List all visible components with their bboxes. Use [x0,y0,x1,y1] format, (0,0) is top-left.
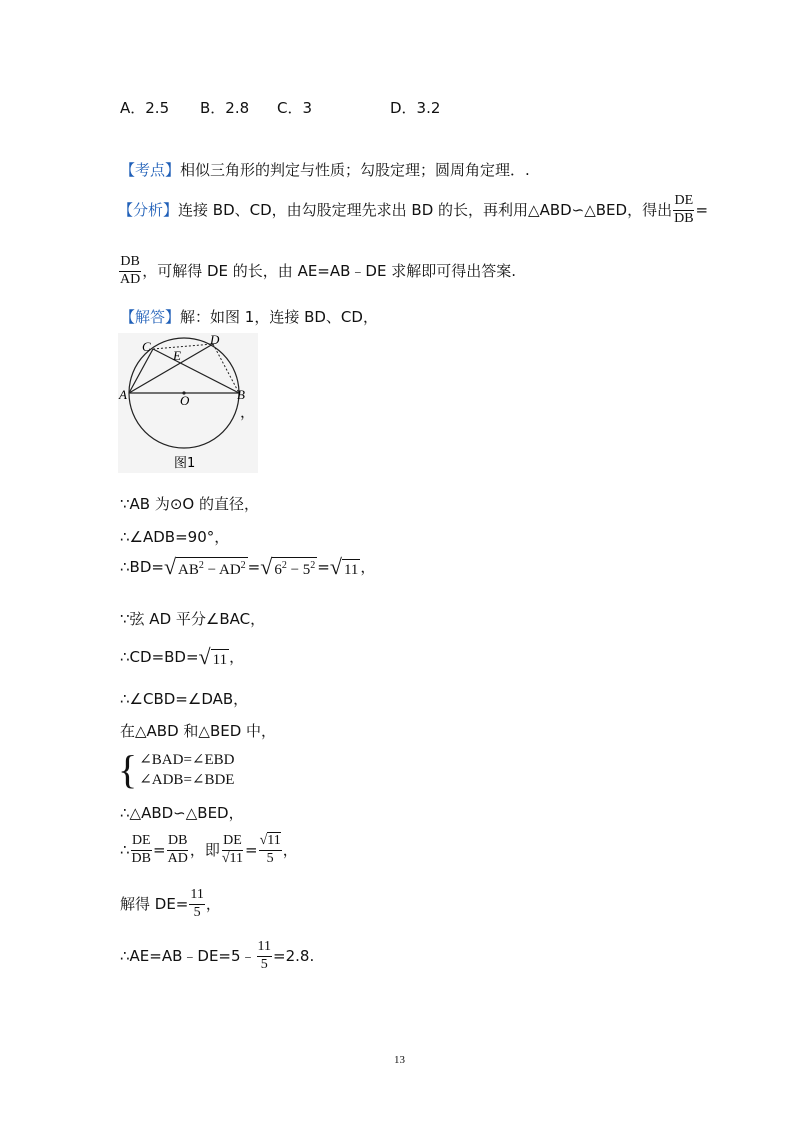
fenxi-equals: = [695,200,709,219]
fraction-11-5: $\frac{11}{5}$ [190,887,204,920]
fenxi-text-1: 连接 BD、CD，由勾股定理先求出 BD 的长，再利用△ABD∽△BED，得出 [178,200,673,219]
step-6: ∴∠CBD=∠DAB， [120,690,249,708]
step-3-prefix: ∴BD= [120,558,164,576]
label-c: C [142,339,151,354]
fraction-db-ad: $\frac{DB}{AD}$ [167,833,188,866]
fenxi-fraction-db-ad: $\frac{DB}{AD}$ [120,254,141,287]
option-c: C．3 [277,99,313,117]
sqrt-ab-ad: √ $AB^2 - AD^2$ [163,554,246,579]
kaodian-tag: 【考点】 [120,161,181,179]
label-a: A [119,387,127,402]
equation-system [118,747,235,793]
kaodian-text: 相似三角形的判定与性质；勾股定理；圆周角定理．. [180,161,530,179]
page-number: 13 [394,1054,405,1066]
fenxi-line-1 [118,194,708,226]
step-3-eq-2: = [317,558,330,576]
label-e: E [173,348,181,363]
step-10 [120,888,221,920]
jieda-line [120,310,378,325]
step-3-eq-1: = [247,558,261,576]
step-2: ∴∠ADB=90°， [120,528,230,546]
label-b: B [237,387,245,402]
label-d: D [210,333,220,347]
option-a: A．2.5 [120,99,170,117]
label-o: O [180,393,190,408]
step-5 [120,646,244,668]
sqrt-6-5: √ $6^2 - 5^2$ [260,554,316,579]
fraction-11-5-b: $\frac{11}{5}$ [257,939,272,972]
fenxi-line-2 [118,255,516,287]
circle-diagram [118,333,258,473]
step-5-prefix: ∴CD=BD= [120,648,199,666]
kaodian-line [120,163,530,178]
step-9-prefix: ∴ [120,840,130,859]
jieda-text: 解：如图 1，连接 BD、CD， [180,308,378,326]
system-line-2: ∠ADB=∠BDE [139,772,235,789]
step-10-end: ， [205,894,221,913]
fenxi-tag: 【分析】 [118,200,179,219]
jieda-tag: 【解答】 [120,308,181,326]
step-11-prefix: ∴AE=AB﹣DE=5﹣ [120,946,256,965]
system-line-1: ∠BAD=∠EBD [139,752,235,768]
system-brace: { [118,747,138,793]
step-3 [120,556,375,578]
sqrt-11: √ 11 [329,554,359,579]
step-7: 在△ABD 和△BED 中， [120,722,277,740]
option-d: D．3.2 [390,99,441,117]
step-4: ∵弦 AD 平分∠BAC， [120,610,266,628]
step-9-eq-1: = [153,840,166,859]
fenxi-text-2: ，可解得 DE 的长，由 AE=AB﹣DE 求解即可得出答案. [142,261,516,280]
fraction-de-sqrt11: $\frac{DE}{√11}$ [221,833,243,866]
fraction-de-db: $\frac{DE}{DB}$ [131,833,151,866]
step-8: ∴△ABD∽△BED， [120,804,244,822]
step-11-end: =2.8. [273,946,315,965]
step-3-end: ， [360,558,376,576]
step-11 [120,940,314,972]
figure-comma: ， [240,403,256,421]
step-5-end: ， [229,648,245,666]
step-9-eq-2: = [245,840,258,859]
step-9 [120,834,298,866]
figure-caption: 图1 [174,456,196,471]
fenxi-fraction-de-db: $\frac{DE}{DB}$ [674,193,694,226]
step-1: ∵AB 为⊙O 的直径， [120,495,260,513]
geometry-figure [118,333,258,473]
option-b: B．2.8 [200,99,250,117]
step-10-prefix: 解得 DE= [120,894,189,913]
sqrt-11-b: √ 11 [198,644,228,669]
step-9-end: ， [282,840,298,859]
fraction-sqrt11-5: $\frac{√11}{5}$ [259,833,281,866]
step-9-mid: ，即 [189,840,220,859]
